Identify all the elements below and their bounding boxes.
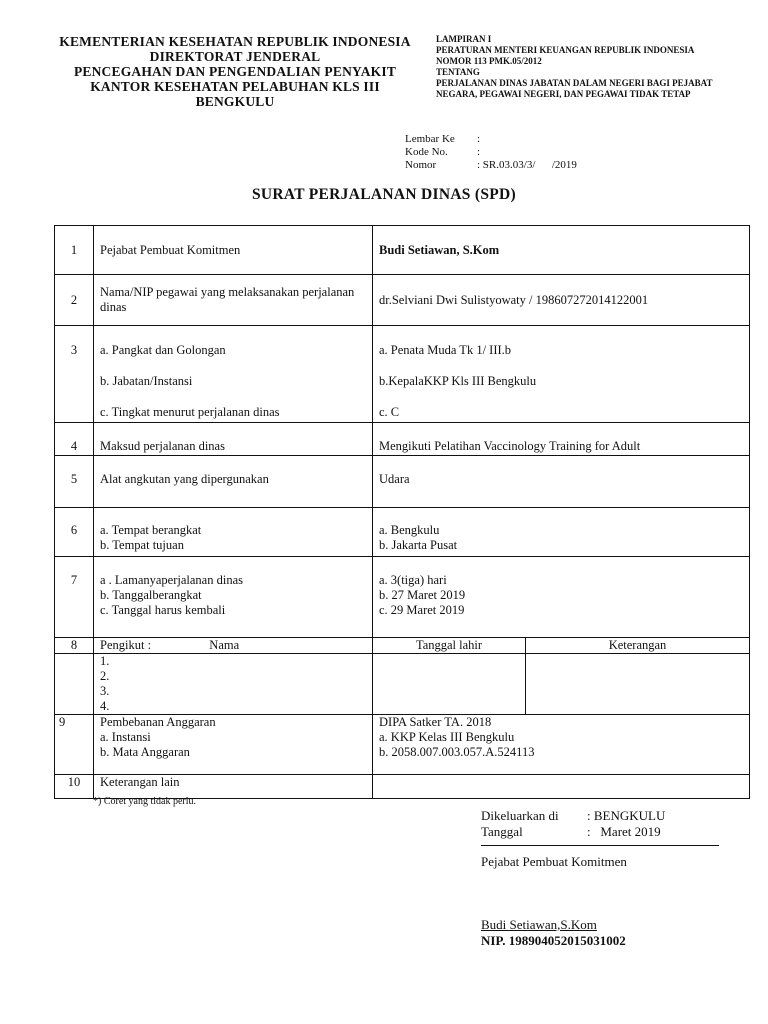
tgl-kembali-value: c. 29 Maret 2019 bbox=[379, 603, 465, 617]
table-row bbox=[55, 638, 750, 654]
list-item: 4. bbox=[100, 699, 110, 713]
header-line-4: KANTOR KESEHATAN PELABUHAN KLS III bbox=[90, 79, 380, 94]
pembebanan-label: Pembebanan Anggaran bbox=[100, 715, 216, 729]
list-item: 2. bbox=[100, 669, 110, 683]
row-value bbox=[373, 508, 750, 557]
lama-label: a . Lamanyaperjalanan dinas bbox=[100, 573, 243, 587]
row-label: Nama/NIP pegawai yang melaksanakan perjalanan dinas bbox=[94, 275, 373, 326]
table-row bbox=[55, 715, 750, 775]
lama-value: a. 3(tiga) hari bbox=[379, 573, 447, 587]
row-number: 5 bbox=[55, 456, 94, 508]
pegawai-value: dr.Selviani Dwi Sulistyowaty / 198607272014122001 bbox=[373, 275, 750, 326]
tanggal-value: : Maret 2019 bbox=[587, 824, 661, 839]
pejabat-value: Budi Setiawan, S.Kom bbox=[373, 226, 750, 275]
row-number: 3 bbox=[55, 326, 94, 423]
tgl-berangkat-value: b. 27 Maret 2019 bbox=[379, 588, 466, 602]
row-label: Alat angkutan yang dipergunakan bbox=[94, 456, 373, 508]
lembar-value: : bbox=[477, 133, 481, 145]
spd-table bbox=[54, 225, 750, 799]
signer-title: Pejabat Pembuat Komitmen bbox=[481, 854, 627, 869]
row-number: 7 bbox=[55, 557, 94, 638]
row-value bbox=[373, 326, 750, 423]
peraturan-line: PERATURAN MENTERI KEUANGAN REPUBLIK INDONESIA bbox=[436, 45, 695, 55]
row-number: 1 bbox=[55, 226, 94, 275]
jabatan-label: b. Jabatan/Instansi bbox=[100, 374, 193, 388]
tgl-kembali-label: c. Tanggal harus kembali bbox=[100, 603, 226, 617]
lembar-label: Lembar Ke bbox=[405, 133, 455, 145]
row-number: 9 bbox=[55, 715, 94, 775]
table-row bbox=[55, 275, 750, 326]
row-number: 2 bbox=[55, 275, 94, 326]
mata-anggaran-label: b. Mata Anggaran bbox=[100, 745, 190, 759]
row-label bbox=[94, 508, 373, 557]
berangkat-value: a. Bengkulu bbox=[379, 523, 440, 537]
list-item: 1. bbox=[100, 654, 110, 668]
table-row bbox=[55, 654, 750, 715]
tanggal-label: Tanggal bbox=[481, 824, 523, 839]
header-line-5: BENGKULU bbox=[195, 94, 275, 109]
nomor-label: Nomor bbox=[405, 159, 437, 171]
pangkat-value: a. Penata Muda Tk 1/ III.b bbox=[379, 343, 512, 357]
table-row bbox=[55, 557, 750, 638]
footnote: *) Coret yang tidak perlu. bbox=[93, 796, 197, 807]
nomor-value: : SR.03.03/3/ /2019 bbox=[477, 159, 577, 171]
tentang-line: TENTANG bbox=[436, 67, 480, 77]
table-row bbox=[55, 423, 750, 456]
signer-name: Budi Setiawan,S.Kom bbox=[481, 917, 597, 932]
dikeluarkan-value: : BENGKULU bbox=[587, 808, 666, 823]
row-number: 10 bbox=[55, 775, 94, 799]
row-value bbox=[373, 715, 750, 775]
row-label: Keterangan lain bbox=[94, 775, 373, 799]
table-row bbox=[55, 226, 750, 275]
row-label bbox=[94, 715, 373, 775]
kode-label: Kode No. bbox=[405, 146, 448, 158]
table-row bbox=[55, 456, 750, 508]
row-number: 8 bbox=[55, 638, 94, 654]
institution-header bbox=[40, 34, 430, 109]
regulation-reference bbox=[436, 34, 766, 100]
pangkat-label: a. Pangkat dan Golongan bbox=[100, 343, 226, 357]
header-line-1: KEMENTERIAN KESEHATAN REPUBLIK INDONESIA bbox=[59, 34, 411, 49]
row-number: 4 bbox=[55, 423, 94, 456]
pengikut-label: Pengikut : bbox=[100, 638, 152, 652]
header-line-3: PENCEGAHAN DAN PENGENDALIAN PENYAKIT bbox=[73, 64, 397, 79]
berangkat-label: a. Tempat berangkat bbox=[100, 523, 202, 537]
table-row bbox=[55, 508, 750, 557]
document-title: SURAT PERJALANAN DINAS (SPD) bbox=[251, 186, 517, 203]
row-label bbox=[94, 326, 373, 423]
dikeluarkan-label: Dikeluarkan di bbox=[481, 808, 559, 823]
header-line-2: DIREKTORAT JENDERAL bbox=[149, 49, 321, 64]
tgl-berangkat-label: b. Tanggalberangkat bbox=[100, 588, 202, 602]
perihal-line-1: PERJALANAN DINAS JABATAN DALAM NEGERI BAGI PEJABAT bbox=[436, 78, 713, 88]
angkutan-value: Udara bbox=[373, 456, 750, 508]
nomor-pmk-line: NOMOR 113 PMK.05/2012 bbox=[436, 56, 542, 66]
tujuan-label: b. Tempat tujuan bbox=[100, 538, 184, 552]
col-nama: Nama bbox=[209, 638, 240, 652]
row-label: Maksud perjalanan dinas bbox=[94, 423, 373, 456]
dipa-value: DIPA Satker TA. 2018 bbox=[379, 715, 492, 729]
tingkat-label: c. Tingkat menurut perjalanan dinas bbox=[100, 405, 280, 419]
list-item: 3. bbox=[100, 684, 110, 698]
maksud-value: Mengikuti Pelatihan Vaccinology Training for Adult bbox=[373, 423, 750, 456]
col-keterangan: Keterangan bbox=[526, 638, 750, 654]
signer-nip: NIP. 198904052015031002 bbox=[481, 933, 626, 948]
perihal-line-2: NEGARA, PEGAWAI NEGERI, DAN PEGAWAI TIDAK TETAP bbox=[436, 89, 691, 99]
lampiran-line: LAMPIRAN I bbox=[436, 34, 492, 44]
document-meta bbox=[405, 133, 577, 172]
table-row bbox=[55, 326, 750, 423]
row-value bbox=[373, 557, 750, 638]
col-tanggal-lahir: Tanggal lahir bbox=[373, 638, 526, 654]
divider bbox=[481, 845, 719, 846]
row-label bbox=[94, 557, 373, 638]
tingkat-value: c. C bbox=[379, 405, 400, 419]
pengikut-header bbox=[94, 638, 373, 654]
keterangan-lain-value bbox=[373, 775, 750, 799]
tujuan-value: b. Jakarta Pusat bbox=[379, 538, 458, 552]
issue-place bbox=[481, 808, 665, 840]
instansi-value: a. KKP Kelas III Bengkulu bbox=[379, 730, 515, 744]
table-row bbox=[55, 775, 750, 799]
jabatan-value: b.KepalaKKP Kls III Bengkulu bbox=[379, 374, 537, 388]
mata-anggaran-value: b. 2058.007.003.057.A.524113 bbox=[379, 745, 535, 759]
pengikut-list bbox=[94, 654, 373, 715]
row-label: Pejabat Pembuat Komitmen bbox=[94, 226, 373, 275]
row-number: 6 bbox=[55, 508, 94, 557]
instansi-label: a. Instansi bbox=[100, 730, 151, 744]
kode-value: : bbox=[477, 146, 481, 158]
